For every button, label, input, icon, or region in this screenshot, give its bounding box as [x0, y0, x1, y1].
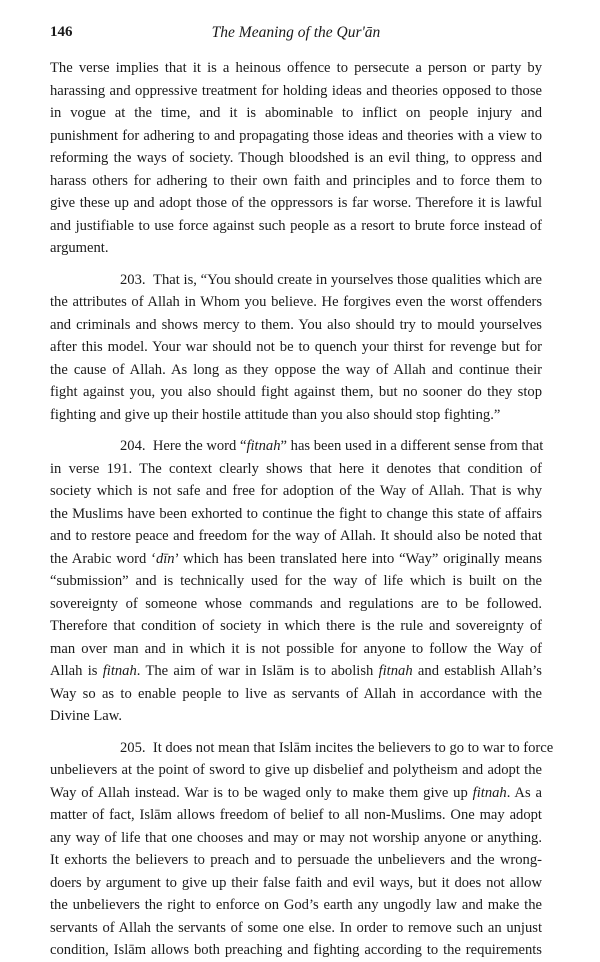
note-number: 204. — [120, 438, 146, 454]
text-line: servants of Allah the servants of some one else. In order to remove such an unjust — [50, 919, 542, 936]
text-line: sovereignty of someone whose commands and regulations are to be followed. — [50, 595, 542, 612]
page-header — [50, 24, 542, 46]
text-line: punishment for adhering to and propagating those ideas and theories with a view to — [50, 127, 542, 144]
running-title: The Meaning of the Qur'ān — [211, 24, 381, 41]
text-line: the Arabic word ‘dīn’ which has been translated here into “Way” originally means — [50, 550, 542, 567]
text-line: and justifiable to use force against such people as a resort to brute force instead of — [50, 217, 542, 234]
text-line-first: 205. It does not mean that Islām incites the believers to go to war to force — [120, 739, 554, 756]
text-line: and criminals and shows mercy to them. You also should try to mould yourselves — [50, 316, 542, 333]
paragraph-intro — [50, 57, 542, 260]
text-line: give these up and adopt those of the oppressors is far worse. Therefore it is lawful — [50, 195, 542, 211]
text-line: It exhorts the believers to preach and to persuade the unbelievers and the wrong- — [50, 852, 542, 868]
text-line: in verse 191. The context clearly shows that here it denotes that condition of — [50, 460, 542, 477]
text-line: doers by argument to give up their false faith and evil ways, but it does not allow — [50, 874, 542, 891]
text-line-first: 203. That is, “You should create in yourselves those qualities which are — [120, 271, 542, 288]
text-line: “submission” and is technically used for the way of life which is built on the — [50, 573, 542, 589]
text-line: Way so as to enable people to live as servants of Allah in accordance with the — [50, 685, 542, 702]
text-line: Way of Allah instead. War is to be waged only to make them give up fitnah. As a — [50, 784, 543, 801]
text-line: Divine Law. — [50, 708, 122, 724]
text-line: fight against you, you also should fight against them, but no sooner do they stop — [50, 384, 542, 400]
text-line-first: 204. Here the word “fitnah” has been used in a different sense from that — [120, 438, 544, 454]
text-line: the cause of Allah. As long as they oppose the way of Allah and continue their — [50, 361, 542, 378]
text-line: any way of life that one chooses and may or may not worship anyone or anything. — [50, 829, 542, 846]
page-body — [50, 57, 554, 962]
text-line: the unbelievers the right to enforce on God’s earth any ungodly law and make the — [50, 897, 542, 913]
text-line: Therefore that condition of society in which there is the rule and sovereignty of — [50, 618, 542, 634]
text-line: harass others for adhering to their own faith and principles and to force them to — [50, 172, 542, 189]
text-line: The verse implies that it is a heinous offence to persecute a person or party by — [50, 60, 542, 76]
note-number: 205. — [120, 739, 146, 756]
text-line: the Muslims have been exhorted to continue the fight to change this state of affairs — [50, 505, 542, 522]
text-line: argument. — [50, 240, 109, 256]
text-line: and to restore peace and freedom for the way of Allah. It should also be noted that — [50, 528, 542, 544]
text-line: Allah is fitnah. The aim of war in Islām is to abolish fitnah and establish Allah’s — [50, 663, 542, 679]
text-line: in vogue at the time, and it is abominable to inflict on people injury and — [50, 105, 542, 121]
text-line: reforming the ways of society. Though bloodshed is an evil thing, to oppress and — [50, 150, 542, 166]
text-line: fighting and give up their hostile attitude than you also should stop fighting.” — [50, 406, 501, 423]
text-line: society which is not safe and free for adoption of the Way of Allah. That is why — [50, 483, 542, 499]
text-line: harassing and oppressive treatment for holding ideas and theories opposed to those — [50, 82, 542, 99]
text-line: unbelievers at the point of sword to give up disbelief and polytheism and adopt the — [50, 762, 542, 778]
paragraph-note-205 — [50, 737, 554, 962]
page-number: 146 — [50, 24, 73, 40]
text-line: man over man and in which it is not possible for anyone to follow the Way of — [50, 640, 542, 657]
paragraph-note-204 — [50, 435, 542, 728]
paragraph-note-203 — [50, 269, 542, 427]
text-line: after this model. Your war should not be to quench your thirst for revenge but for — [50, 339, 542, 355]
text-line: the attributes of Allah in Whom you believe. He forgives even the worst offenders — [50, 294, 542, 310]
note-number: 203. — [120, 271, 146, 288]
text-line: matter of fact, Islām allows freedom of belief to all non-Muslims. One may adopt — [50, 807, 542, 823]
text-line: condition, Islām allows both preaching and fighting according to the requirements — [50, 942, 542, 958]
